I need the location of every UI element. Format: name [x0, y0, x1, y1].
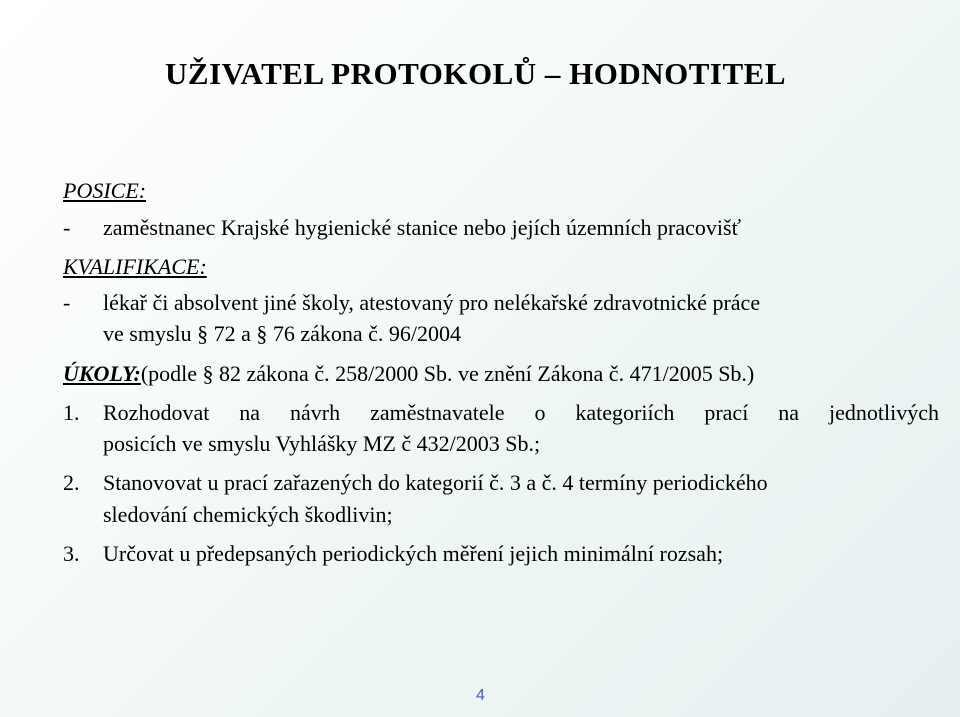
kvalifikace-line1: lékař či absolvent jiné školy, atestovaný pro nelékařské zdravotnické práce — [103, 290, 761, 315]
word: návrh — [290, 400, 341, 425]
page-number: 4 — [476, 687, 485, 704]
ukoly-item-2-line1: Stanovovat u prací zařazených do kategorií č. 3 a č. 4 termíny periodického — [103, 470, 768, 495]
word: zaměstnavatele — [370, 400, 505, 425]
ukoly-item-2-number: 2. — [63, 470, 80, 495]
ukoly-heading: ÚKOLY: — [63, 361, 141, 386]
word: prací — [704, 400, 749, 425]
word: na — [239, 400, 261, 425]
posice-text: zaměstnanec Krajské hygienické stanice nebo jejích územních pracovišť — [103, 215, 741, 240]
kvalifikace-line2: ve smyslu § 72 a § 76 zákona č. 96/2004 — [103, 321, 462, 346]
kvalifikace-dash: - — [63, 290, 71, 315]
word: Rozhodovat — [103, 400, 210, 425]
ukoly-item-1-line1 — [103, 400, 939, 426]
ukoly-item-1-number: 1. — [63, 400, 80, 425]
ukoly-heading-rest: (podle § 82 zákona č. 258/2000 Sb. ve znění Zákona č. 471/2005 Sb.) — [140, 361, 755, 386]
word: na — [778, 400, 800, 425]
ukoly-heading-line — [63, 361, 754, 387]
ukoly-item-3-number: 3. — [63, 541, 80, 566]
word: kategoriích — [575, 400, 675, 425]
word: jednotlivých — [829, 400, 939, 425]
ukoly-item-2-line2: sledování chemických škodlivin; — [103, 502, 393, 527]
posice-dash: - — [63, 215, 71, 240]
slide-title: UŽIVATEL PROTOKOLŮ – HODNOTITEL — [165, 56, 787, 91]
kvalifikace-heading: KVALIFIKACE: — [63, 254, 207, 279]
posice-heading: POSICE: — [63, 178, 147, 203]
ukoly-item-1-line2: posicích ve smyslu Vyhlášky MZ č 432/2003 Sb.; — [103, 431, 541, 456]
ukoly-item-3-line1: Určovat u předepsaných periodických měření jejich minimální rozsah; — [103, 541, 724, 566]
word: o — [534, 400, 546, 425]
